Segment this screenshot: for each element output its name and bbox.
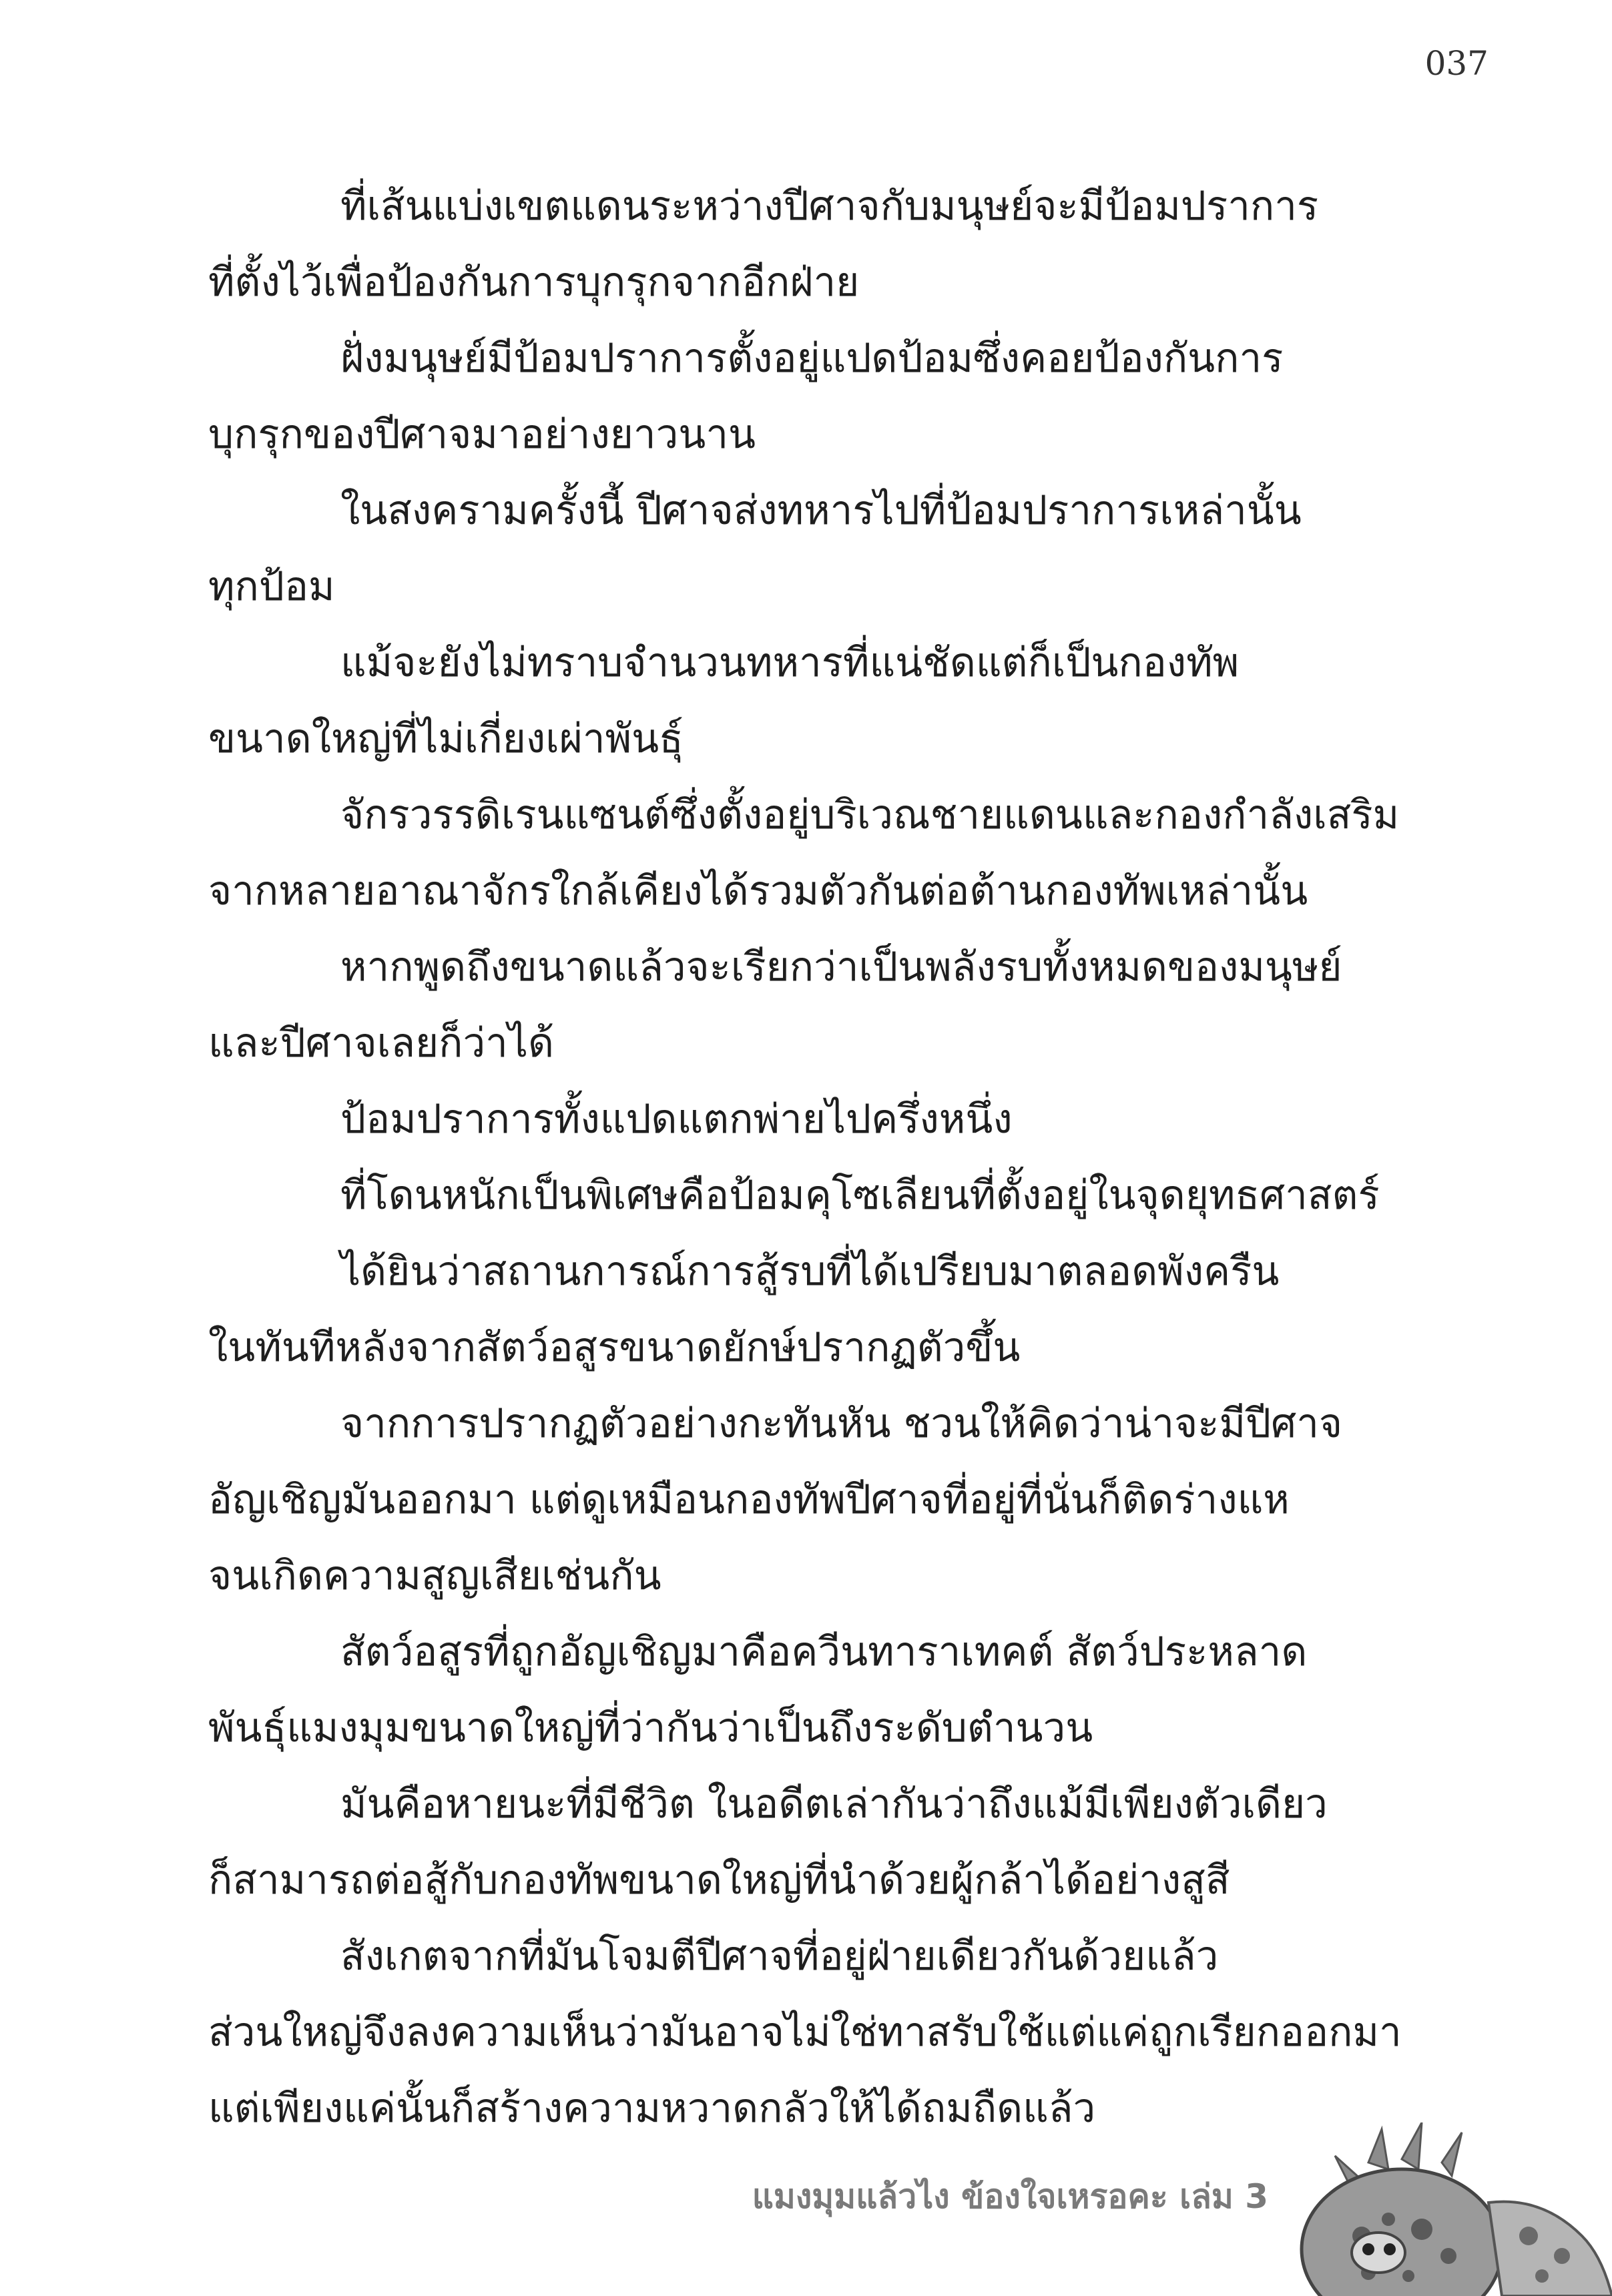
paragraph-line: และปีศาจเลยก็ว่าได้ [208, 1020, 554, 1067]
paragraph-line: แต่เพียงแค่นั้นก็สร้างความหวาดกลัวให้ได้ถมถืดแล้ว [208, 2085, 1096, 2132]
paragraph-line: มันคือหายนะที่มีชีวิต ในอดีตเล่ากันว่าถึงแม้มีเพียงตัวเดียว [340, 1781, 1328, 1827]
paragraph-line: พันธุ์แมงมุมขนาดใหญ่ที่ว่ากันว่าเป็นถึงระดับตำนวน [208, 1705, 1093, 1751]
paragraph-line: สังเกตจากที่มันโจมตีปีศาจที่อยู่ฝ่ายเดียวกันด้วยแล้ว [340, 1933, 1219, 1980]
spider-mascot-icon [1288, 2122, 1612, 2296]
paragraph-line: ทุกป้อม [208, 563, 335, 610]
paragraph-line: ได้ยินว่าสถานการณ์การสู้รบที่ได้เปรียบมาตลอดพังครืน [340, 1248, 1280, 1295]
paragraph-line: ที่โดนหนักเป็นพิเศษคือป้อมคุโซเลียนที่ตั้งอยู่ในจุดยุทธศาสตร์ [340, 1172, 1380, 1219]
paragraph-line: ที่เส้นแบ่งเขตแดนระหว่างปีศาจกับมนุษย์จะมีป้อมปราการ [340, 183, 1319, 230]
paragraph-line: จากการปรากฏตัวอย่างกะทันหัน ชวนให้คิดว่าน่าจะมีปีศาจ [340, 1400, 1343, 1447]
paragraph-line: ป้อมปราการทั้งแปดแตกพ่ายไปครึ่งหนึ่ง [340, 1096, 1013, 1143]
paragraph-line: ขนาดใหญ่ที่ไม่เกี่ยงเผ่าพันธุ์ [208, 715, 684, 762]
footer-book-title: แมงมุมแล้วไง ข้องใจเหรอคะ เล่ม 3 [752, 2177, 1268, 2216]
paragraph-line: อัญเชิญมันออกมา แต่ดูเหมือนกองทัพปีศาจที่อยู่ที่นั่นก็ติดร่างแห [208, 1476, 1290, 1523]
paragraph-line: จักรวรรดิเรนแซนต์ซึ่งตั้งอยู่บริเวณชายแดนและกองกำลังเสริม [340, 792, 1400, 838]
paragraph-line: ฝั่งมนุษย์มีป้อมปราการตั้งอยู่แปดป้อมซึ่งคอยป้องกันการ [340, 335, 1284, 382]
paragraph-line: หากพูดถึงขนาดแล้วจะเรียกว่าเป็นพลังรบทั้งหมดของมนุษย์ [340, 944, 1342, 990]
paragraph-line: ในสงครามครั้งนี้ ปีศาจส่งทหารไปที่ป้อมปราการเหล่านั้น [340, 487, 1302, 534]
paragraph-line: ที่ตั้งไว้เพื่อป้องกันการบุกรุกจากอีกฝ่าย [208, 259, 860, 306]
paragraph-line: แม้จะยังไม่ทราบจำนวนทหารที่แน่ชัดแต่ก็เป็นกองทัพ [340, 639, 1240, 686]
paragraph-line: ในทันทีหลังจากสัตว์อสูรขนาดยักษ์ปรากฏตัวขึ้น [208, 1324, 1021, 1371]
paragraph-line: ส่วนใหญ่จึงลงความเห็นว่ามันอาจไม่ใช่ทาสรับใช้แต่แค่ถูกเรียกออกมา [208, 2009, 1402, 2056]
paragraph-line: ก็สามารถต่อสู้กับกองทัพขนาดใหญ่ที่นำด้วยผู้กล้าได้อย่างสูสี [208, 1857, 1230, 1904]
paragraph-line: สัตว์อสูรที่ถูกอัญเชิญมาคือควีนทาราเทคต์ สัตว์ประหลาด [340, 1629, 1308, 1675]
paragraph-line: จากหลายอาณาจักรใกล้เคียงได้รวมตัวกันต่อต้านกองทัพเหล่านั้น [208, 868, 1308, 914]
paragraph-line: จนเกิดความสูญเสียเช่นกัน [208, 1552, 661, 1599]
paragraph-line: บุกรุกของปีศาจมาอย่างยาวนาน [208, 411, 756, 458]
page-number: 037 [1424, 44, 1489, 83]
body-text [208, 168, 1413, 2146]
